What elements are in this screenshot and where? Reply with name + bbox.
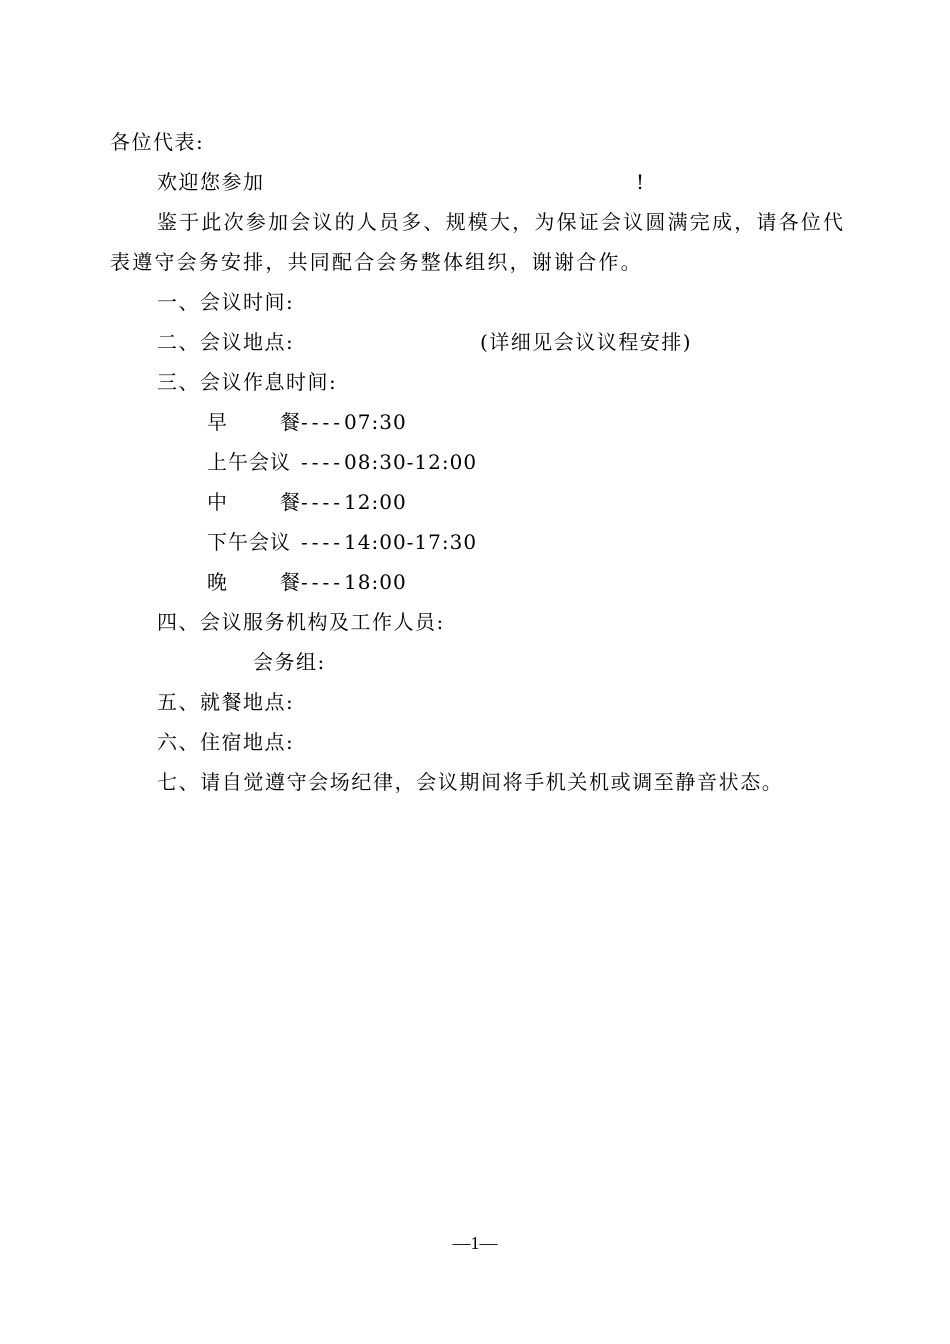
schedule-time: 07:30: [344, 410, 407, 434]
schedule-row-breakfast: [207, 410, 407, 434]
salutation: 各位代表:: [110, 130, 205, 154]
schedule-row-morning-session: [207, 450, 477, 474]
item-meeting-discipline: 七、请自觉遵守会场纪律，会议期间将手机关机或调至静音状态。: [157, 770, 784, 794]
item-service-staff: 四、会议服务机构及工作人员:: [157, 610, 445, 634]
schedule-row-afternoon-session: [207, 530, 477, 554]
schedule-time: 12:00: [344, 490, 407, 514]
schedule-row-lunch: [207, 490, 407, 514]
item-meeting-location: 二、会议地点:: [157, 330, 295, 354]
item-lodging-location: 六、住宿地点:: [157, 730, 295, 754]
item-meeting-time: 一、会议时间:: [157, 290, 295, 314]
schedule-label: 早 餐: [207, 410, 301, 434]
schedule-dash: ----: [301, 490, 345, 514]
schedule-time: 08:30-12:00: [344, 450, 478, 474]
intro-paragraph-line-1: 鉴于此次参加会议的人员多、规模大，为保证会议圆满完成，请各位代: [157, 210, 846, 234]
schedule-dash: ----: [301, 410, 345, 434]
schedule-label: 晚 餐: [207, 570, 301, 594]
welcome-suffix: !: [636, 170, 646, 194]
schedule-dash: ----: [301, 450, 345, 474]
item-meeting-location-note: (详细见会议议程安排): [480, 330, 693, 354]
welcome-prefix: 欢迎您参加: [157, 170, 265, 194]
item-service-staff-group: 会务组:: [253, 650, 326, 674]
schedule-label: 下午会议: [207, 530, 291, 554]
item-schedule-heading: 三、会议作息时间:: [157, 370, 338, 394]
schedule-label: 中 餐: [207, 490, 301, 514]
page-number: —1—: [452, 1233, 498, 1253]
schedule-dash: ----: [301, 570, 345, 594]
schedule-label: 上午会议: [207, 450, 291, 474]
schedule-time: 14:00-17:30: [344, 530, 478, 554]
item-dining-location: 五、就餐地点:: [157, 690, 295, 714]
schedule-time: 18:00: [344, 570, 407, 594]
intro-paragraph-line-2: 表遵守会务安排，共同配合会务整体组织，谢谢合作。: [110, 250, 643, 274]
schedule-dash: ----: [301, 530, 345, 554]
schedule-row-dinner: [207, 570, 407, 594]
